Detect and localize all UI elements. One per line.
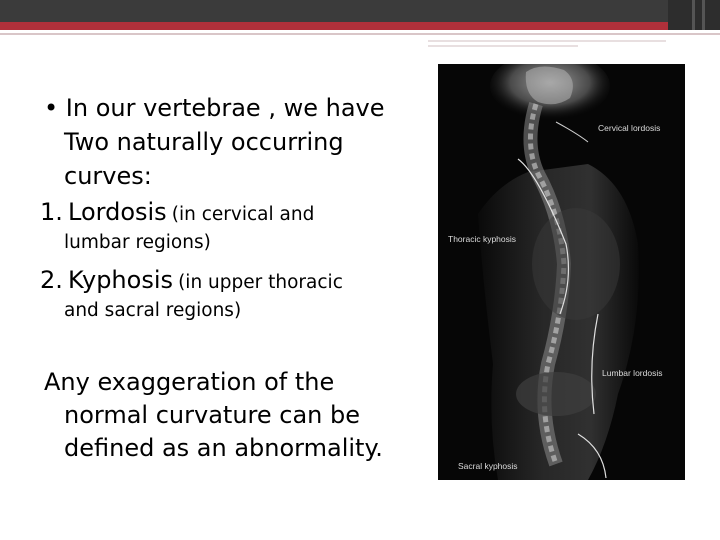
- item-2-number: 2.: [40, 266, 63, 294]
- label-sacral-kyphosis: Sacral kyphosis: [458, 461, 518, 471]
- label-thoracic-kyphosis: Thoracic kyphosis: [448, 234, 517, 244]
- intro-line-2: Two naturally occurring: [64, 128, 344, 156]
- intro-text-1: In our vertebrae , we have: [65, 94, 385, 122]
- header-accent-line: [428, 45, 578, 47]
- header-red-band: [0, 22, 720, 30]
- intro-line-3: curves:: [64, 162, 152, 190]
- header-accent-line: [428, 40, 666, 42]
- spine-xray-image: [438, 64, 685, 480]
- header-corner-block: [668, 0, 720, 30]
- item-1-detail-cont: lumbar regions): [64, 232, 211, 253]
- header-underline: [0, 33, 720, 35]
- item-1-number: 1.: [40, 198, 63, 226]
- item-2-detail-cont: and sacral regions): [64, 300, 242, 321]
- header-dark-band: [0, 0, 720, 22]
- intro-line-1: [44, 96, 385, 120]
- conclusion-line-1: Any exaggeration of the: [44, 368, 335, 396]
- bullet-marker: •: [44, 94, 59, 122]
- item-1-detail: (in cervical and: [171, 204, 315, 225]
- header-notch: [692, 0, 695, 30]
- label-lumbar-lordosis: Lumbar lordosis: [602, 368, 663, 378]
- item-2-term: Kyphosis: [68, 266, 173, 294]
- item-2-detail: (in upper thoracic: [178, 272, 343, 293]
- ribcage-shadow: [532, 208, 620, 320]
- cervical-curve-line: [556, 122, 588, 142]
- item-2-line: [40, 268, 343, 293]
- header-notch: [702, 0, 705, 30]
- item-1-line: [40, 200, 314, 225]
- conclusion-line-3: defined as an abnormality.: [64, 434, 383, 462]
- label-cervical-lordosis: Cervical lordosis: [598, 123, 661, 133]
- conclusion-line-2: normal curvature can be: [64, 401, 361, 429]
- item-1-term: Lordosis: [68, 198, 167, 226]
- pelvis-shadow: [516, 372, 596, 416]
